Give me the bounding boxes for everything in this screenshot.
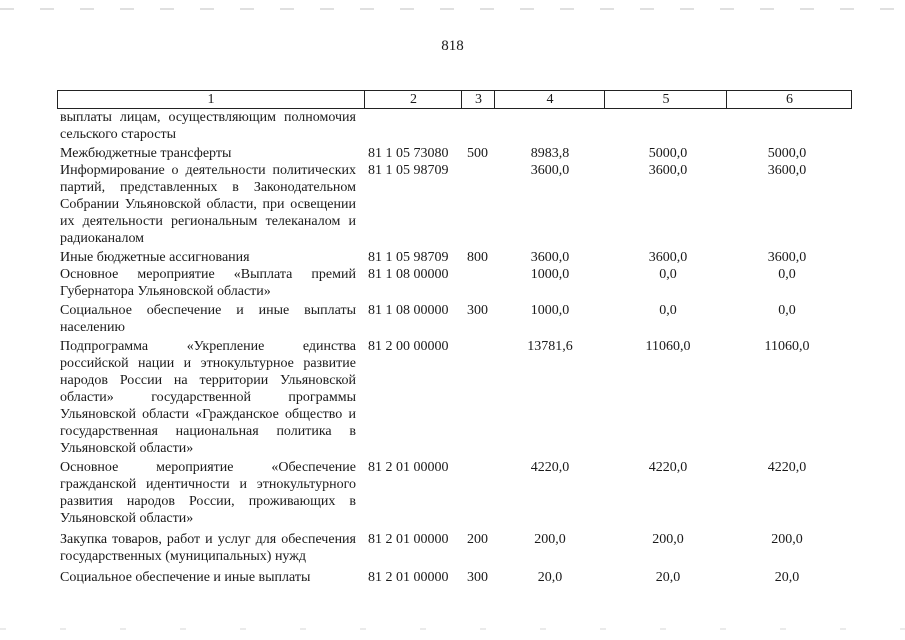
header-col-2: 2	[364, 91, 462, 108]
table-header	[57, 90, 852, 109]
header-col-4: 4	[494, 91, 605, 108]
row-value-col4: 1000,0	[530, 267, 570, 282]
row-value-col5: 0,0	[659, 303, 677, 318]
table-body	[0, 109, 905, 586]
row-value-col4: 1000,0	[530, 303, 570, 318]
row-code: 81 2 00 00000	[368, 339, 449, 354]
table-row	[0, 145, 905, 162]
row-value-col4: 13781,6	[527, 339, 573, 354]
row-value-col6: 4220,0	[767, 460, 807, 475]
row-value-col6: 3600,0	[767, 250, 807, 265]
row-value-col5: 0,0	[659, 267, 677, 282]
row-value-col6: 5000,0	[767, 146, 807, 161]
header-col-6: 6	[726, 91, 852, 108]
row-description: Социальное обеспечение и иные выплаты	[60, 570, 311, 585]
table-row	[0, 249, 905, 266]
table-row	[0, 338, 905, 457]
table-row	[0, 162, 905, 247]
header-col-5: 5	[604, 91, 727, 108]
row-value-col4: 200,0	[534, 532, 566, 547]
row-code: 81 1 08 00000	[368, 303, 449, 318]
row-value-col6: 11060,0	[764, 339, 810, 354]
row-expense-type: 300	[467, 303, 488, 318]
row-value-col6: 3600,0	[767, 163, 807, 178]
row-expense-type: 200	[467, 532, 488, 547]
row-value-col5: 3600,0	[648, 250, 688, 265]
row-description: Подпрограмма «Укрепление единства российской нации и этнокультурное развитие народов России на территории Ульяновской области» государственной программы Ульяновской области «Гражданское общество и государственная национальная политика в Ульяновской области»	[60, 339, 356, 456]
row-description: Иные бюджетные ассигнования	[60, 250, 250, 265]
row-value-col5: 11060,0	[645, 339, 691, 354]
row-value-col5: 3600,0	[648, 163, 688, 178]
row-description: Основное мероприятие «Обеспечение гражданской идентичности и этнокультурного развития народов России, проживающих в Ульяновской области»	[60, 460, 356, 526]
scan-edge-top	[0, 8, 905, 10]
table-row	[0, 109, 905, 143]
row-value-col6: 20,0	[774, 570, 800, 585]
row-expense-type: 800	[467, 250, 488, 265]
row-code: 81 1 05 73080	[368, 146, 449, 161]
row-description: Социальное обеспечение и иные выплаты населению	[60, 303, 356, 335]
row-value-col4: 3600,0	[530, 163, 570, 178]
row-description: Межбюджетные трансферты	[60, 146, 232, 161]
row-code: 81 1 05 98709	[368, 163, 449, 178]
page-number: 818	[441, 38, 464, 54]
row-value-col5: 20,0	[655, 570, 681, 585]
scan-edge-bottom	[0, 628, 905, 630]
row-value-col6: 0,0	[778, 303, 796, 318]
row-value-col4: 4220,0	[530, 460, 570, 475]
row-code: 81 2 01 00000	[368, 460, 449, 475]
table-row	[0, 459, 905, 527]
row-description: выплаты лицам, осуществляющим полномочия сельского старосты	[60, 110, 356, 142]
row-value-col4: 8983,8	[530, 146, 570, 161]
row-expense-type: 300	[467, 570, 488, 585]
row-description: Закупка товаров, работ и услуг для обеспечения государственных (муниципальных) нужд	[60, 532, 356, 564]
row-value-col6: 0,0	[778, 267, 796, 282]
row-value-col5: 200,0	[652, 532, 684, 547]
header-col-1: 1	[207, 92, 215, 107]
table-row	[0, 266, 905, 300]
table-row	[0, 531, 905, 565]
row-code: 81 1 08 00000	[368, 267, 449, 282]
row-description: Основное мероприятие «Выплата премий Губернатора Ульяновской области»	[60, 267, 356, 299]
row-value-col4: 20,0	[537, 570, 563, 585]
row-expense-type: 500	[467, 146, 488, 161]
table-row	[0, 569, 905, 586]
row-value-col4: 3600,0	[530, 250, 570, 265]
row-code: 81 2 01 00000	[368, 570, 449, 585]
header-col-3: 3	[461, 91, 495, 108]
row-value-col6: 200,0	[771, 532, 803, 547]
row-value-col5: 4220,0	[648, 460, 688, 475]
row-code: 81 1 05 98709	[368, 250, 449, 265]
row-description: Информирование о деятельности политических партий, представленных в Законодательном Собрании Ульяновской области, при освещении их деятельности региональным телеканалом и радиоканалом	[60, 163, 356, 246]
row-value-col5: 5000,0	[648, 146, 688, 161]
row-code: 81 2 01 00000	[368, 532, 449, 547]
table-row	[0, 302, 905, 336]
